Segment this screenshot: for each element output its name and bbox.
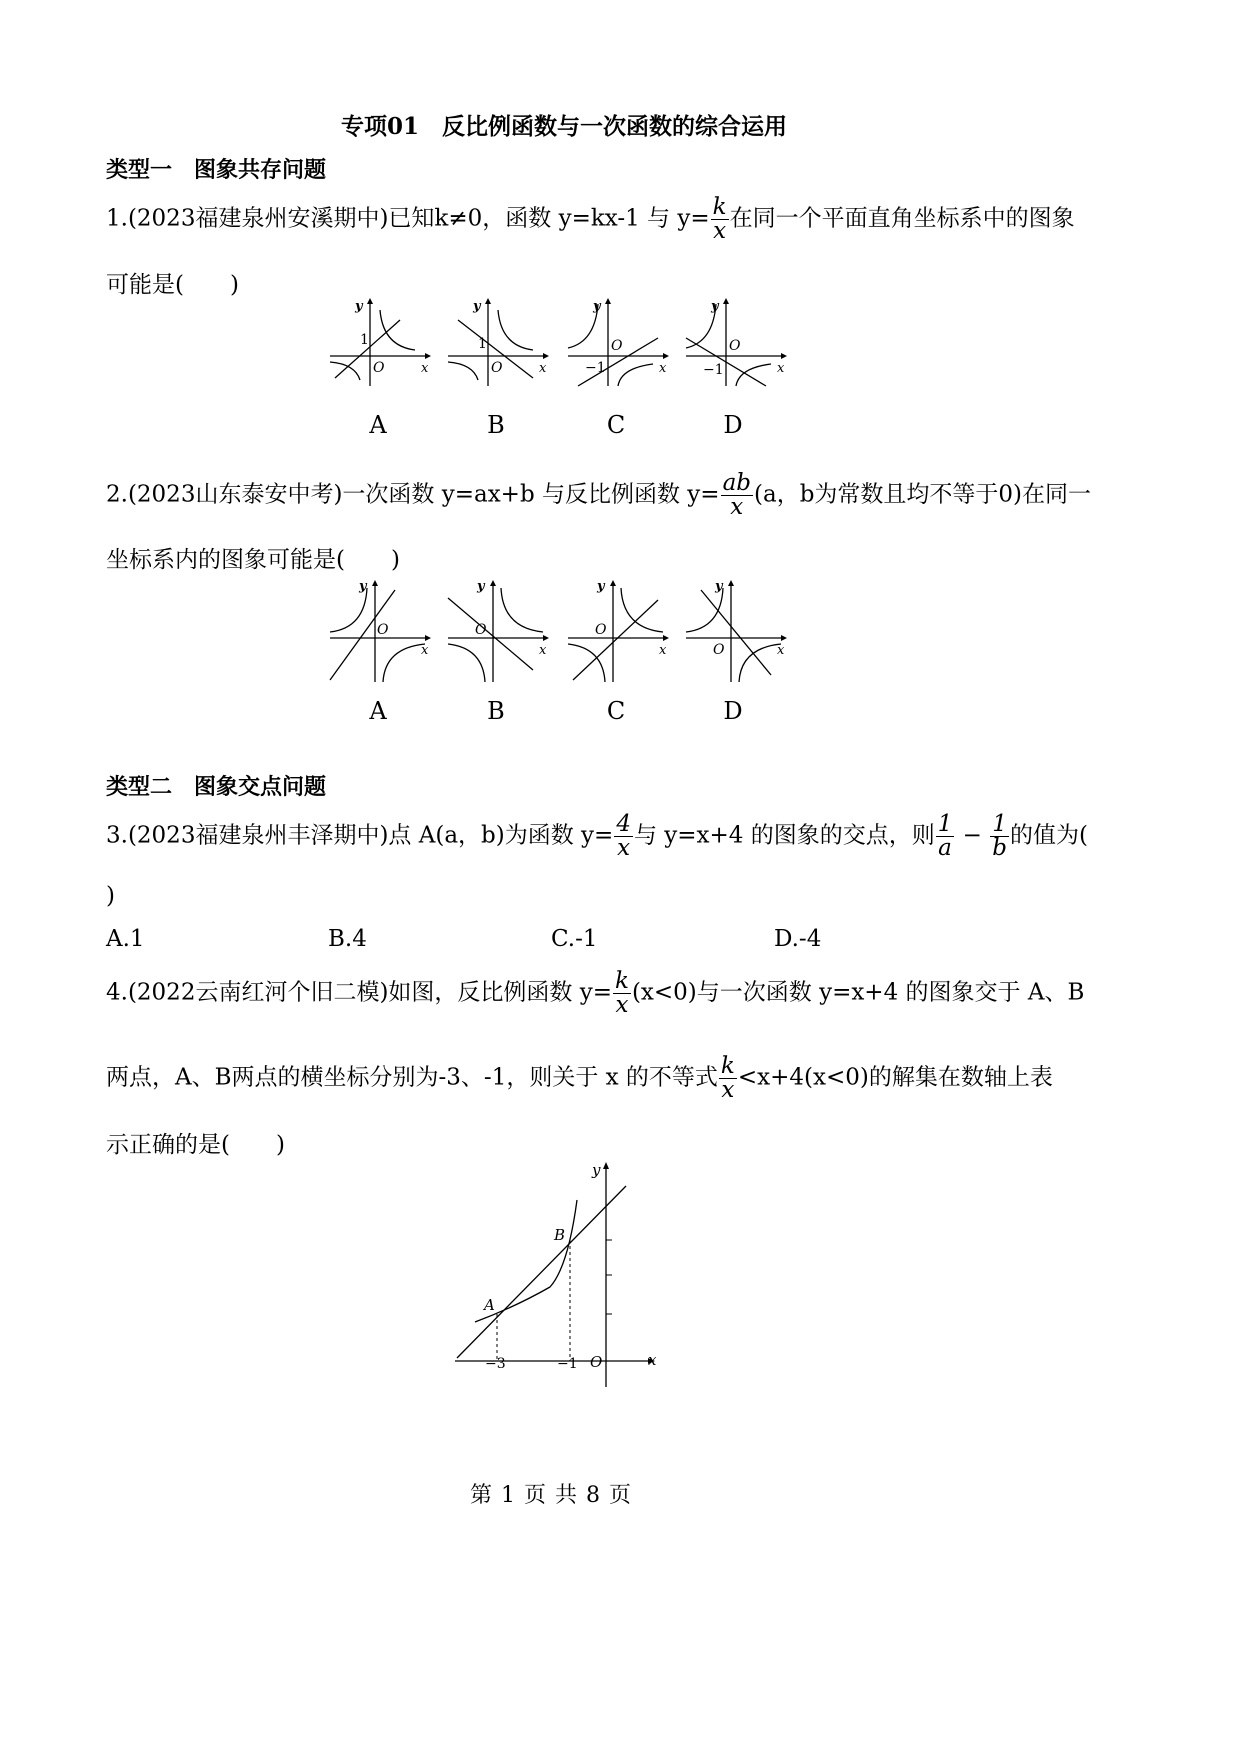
q2-figure-b [443, 580, 553, 691]
q3-f3-den: b [992, 835, 1007, 861]
q1d-x-label: x [777, 361, 785, 376]
q2-option-a: A [369, 697, 387, 725]
q1-frac-den: x [711, 219, 729, 243]
q3-choice-d: D.-4 [774, 926, 822, 952]
q1-frac-num: k [712, 194, 727, 220]
q4-tick-neg3: −3 [485, 1356, 506, 1372]
question-1-line-1 [106, 196, 1075, 243]
q2-figure-d [681, 580, 791, 691]
q1d-origin-label: O [729, 338, 741, 354]
q3-minus: − [955, 822, 990, 849]
question-2-line-2: 坐标系内的图象可能是( ) [106, 547, 400, 573]
q2b-y-label: y [477, 580, 485, 594]
q1-option-a: A [369, 411, 387, 439]
q1b-x-label: x [539, 361, 547, 376]
q2-frac-den: x [721, 495, 753, 519]
q4-f1-num: k [615, 968, 629, 994]
q2c-origin-label: O [595, 622, 607, 638]
q1c-origin-label: O [611, 338, 623, 354]
q4-y-label: y [592, 1161, 601, 1179]
q1a-origin-label: O [373, 360, 385, 376]
q1d-y-label: y [711, 299, 719, 314]
q4-line2-suffix: <x+4(x<0)的解集在数轴上表 [737, 1064, 1053, 1091]
q2b-x-label: x [539, 643, 547, 658]
q1b-origin-label: O [491, 360, 503, 376]
q1a-x-label: x [421, 361, 429, 376]
q1c-intercept-label: −1 [585, 360, 606, 376]
q3-f2-num: 1 [937, 811, 953, 837]
q3-fraction-2 [936, 813, 955, 860]
q3-suffix: 的值为( [1010, 822, 1088, 849]
q2-fraction [721, 472, 753, 519]
q1-fraction [711, 196, 729, 243]
q4-point-b-label: B [554, 1226, 566, 1244]
q4-x-label: x [648, 1351, 657, 1369]
question-4-line-1 [106, 970, 1084, 1017]
q2-figure-a [325, 580, 435, 691]
question-4-line-2 [106, 1055, 1053, 1102]
q2-frac-num: ab [722, 470, 752, 496]
q2c-y-label: y [597, 580, 605, 594]
q2-option-b: B [487, 697, 505, 725]
q4-fraction-1 [613, 970, 631, 1017]
q1c-y-label: y [593, 299, 601, 314]
q1a-y-label: y [355, 299, 363, 314]
q1-figure-a [325, 298, 435, 394]
q2a-origin-label: O [377, 622, 389, 638]
section-heading-1: 类型一 图象共存问题 [106, 158, 327, 183]
q2a-x-label: x [421, 643, 429, 658]
q1-option-d: D [723, 411, 743, 439]
question-3-line-1 [106, 813, 1088, 860]
page-title: 专项01 反比例函数与一次函数的综合运用 [341, 113, 788, 140]
q3-fraction-3 [990, 813, 1009, 860]
page-footer: 第 1 页 共 8 页 [470, 1483, 632, 1508]
q3-f2-den: a [936, 836, 955, 860]
q1-figure-d [681, 298, 791, 394]
q1b-intercept-label: 1 [478, 336, 487, 352]
q4-line2-prefix: 两点，A、B两点的横坐标分别为-3、-1，则关于 x 的不等式 [106, 1064, 718, 1091]
q2b-origin-label: O [475, 622, 487, 638]
q2c-x-label: x [659, 643, 667, 658]
question-4-line-3: 示正确的是( ) [106, 1132, 285, 1158]
q3-f1-num: 4 [616, 811, 631, 837]
q3-choice-c: C.-1 [551, 926, 598, 952]
q4-mid: (x<0)与一次函数 y=x+4 的图象交于 A、B [631, 979, 1085, 1006]
q2-option-d: D [723, 697, 743, 725]
q2-option-c: C [606, 697, 626, 725]
q1b-y-label: y [473, 299, 481, 314]
q4-figure [440, 1155, 680, 1401]
q3-choice-b: B.4 [328, 926, 367, 952]
q2-suffix: (a，b为常数且均不等于0)在同一 [754, 481, 1092, 508]
q4-f2-num: k [720, 1053, 735, 1079]
q1-option-b: B [487, 411, 505, 439]
q1a-intercept-label: 1 [360, 332, 369, 348]
q4-f2-den: x [719, 1078, 737, 1102]
q4-prefix: 4.(2022云南红河个旧二模)如图，反比例函数 y= [106, 979, 612, 1006]
q1-figure-c [563, 298, 673, 394]
q3-f1-den: x [614, 836, 633, 860]
q2d-x-label: x [777, 643, 785, 658]
q1-option-c: C [606, 411, 626, 439]
q3-fraction-1 [614, 813, 633, 860]
q3-choice-a: A.1 [106, 926, 145, 952]
q1-suffix: 在同一个平面直角坐标系中的图象 [729, 205, 1075, 232]
q1-figure-b [443, 298, 553, 394]
q4-origin-label: O [590, 1353, 603, 1371]
q4-f1-den: x [613, 993, 631, 1017]
q2-prefix: 2.(2023山东泰安中考)一次函数 y=ax+b 与反比例函数 y= [106, 481, 720, 508]
q1c-x-label: x [659, 361, 667, 376]
question-1-line-2: 可能是( ) [106, 272, 239, 298]
question-3-line-2: ) [106, 883, 115, 909]
q4-fraction-2 [719, 1055, 737, 1102]
question-2-line-1 [106, 472, 1091, 519]
q4-point-a-label: A [484, 1296, 495, 1314]
q3-mid: 与 y=x+4 的图象的交点，则 [633, 822, 935, 849]
q2d-origin-label: O [713, 642, 725, 658]
q3-prefix: 3.(2023福建泉州丰泽期中)点 A(a，b)为函数 y= [106, 822, 614, 849]
section-heading-2: 类型二 图象交点问题 [106, 775, 327, 800]
q2-figure-c [563, 580, 673, 691]
q1-prefix: 1.(2023福建泉州安溪期中)已知k≠0，函数 y=kx-1 与 y= [106, 205, 710, 232]
q2a-y-label: y [359, 580, 367, 594]
q1d-intercept-label: −1 [703, 362, 724, 378]
q4-tick-neg1: −1 [557, 1356, 578, 1372]
q3-f3-num: 1 [992, 811, 1007, 837]
q2d-y-label: y [715, 580, 723, 594]
